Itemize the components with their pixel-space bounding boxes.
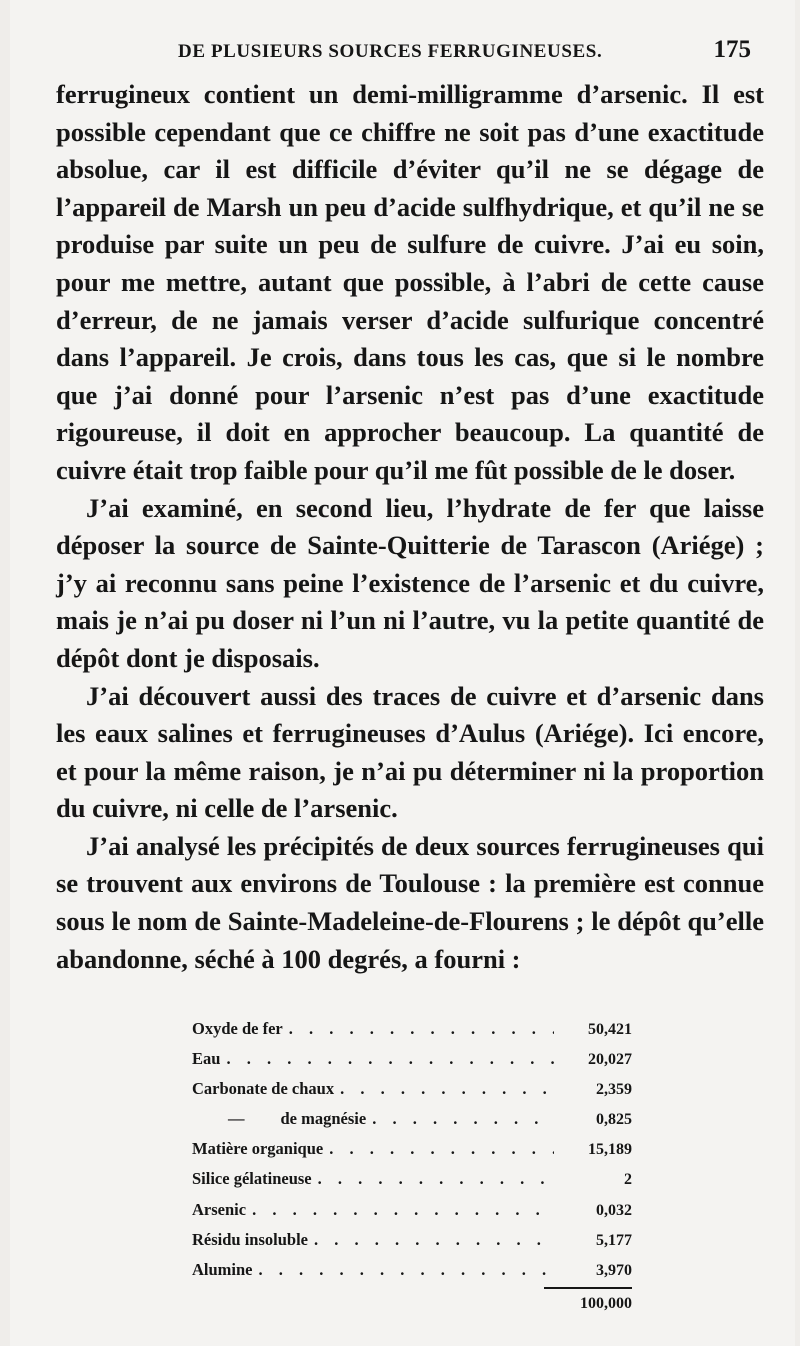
table-row [192, 1164, 632, 1194]
row-value: 2,359 [596, 1081, 632, 1099]
dot-leader [340, 1074, 554, 1104]
total-value: 100,000 [580, 1294, 632, 1312]
table-row [192, 1255, 632, 1285]
row-value: 3,970 [596, 1261, 632, 1279]
row-value: 0,825 [596, 1111, 632, 1129]
dot-leader [252, 1195, 554, 1225]
row-label: Eau [192, 1049, 221, 1069]
row-value: 15,189 [588, 1141, 632, 1159]
running-header [178, 36, 751, 64]
row-value: 20,027 [588, 1051, 632, 1069]
dot-leader [314, 1225, 554, 1255]
table-row [192, 1014, 632, 1044]
row-label: — de magnésie [192, 1104, 366, 1134]
paragraph-aulus: J’ai découvert aussi des traces de cuivre et d’arsenic dans les eaux salines et ferrugineuses d’Aulus (Ariége). Ici encore, et pour la même raison, je n’ai pu déterminer ni la proportion du cuivre, ni celle de l’arsenic. [56, 680, 764, 824]
table-row [192, 1225, 632, 1255]
analysis-table [192, 1014, 632, 1319]
row-label: Silice gélatineuse [192, 1169, 312, 1189]
dot-leader [226, 1044, 554, 1074]
dot-leader [329, 1134, 554, 1164]
row-value: 0,032 [596, 1201, 632, 1219]
dot-leader [372, 1104, 554, 1134]
row-label: Résidu insoluble [192, 1229, 308, 1249]
row-label: Carbonate de chaux [192, 1079, 335, 1099]
dot-leader [289, 1014, 554, 1044]
row-label: Oxyde de fer [192, 1019, 283, 1038]
table-row [192, 1044, 632, 1074]
row-value: 50,421 [588, 1021, 632, 1038]
dot-leader [318, 1164, 554, 1194]
table-row [192, 1134, 632, 1164]
total-row [192, 1289, 632, 1319]
paragraph-continued: ferrugineux contient un demi-milligramme d’arsenic. Il est possible cependant que ce chiffre ne soit pas d’une exactitude absolue, car il est difficile d’éviter qu’il ne se dégage de l’appareil de Marsh un peu d’acide sulfhydrique, et qu’il ne se produise par suite un peu de sulfure de cuivre. J’ai eu soin, pour me mettre, autant que possible, à l’abri de cette cause d’erreur, de ne jamais verser d’acide sulfurique concentré dans l’appareil. Je crois, dans tous les cas, que si le nombre que j’ai donné pour l’arsenic n’est pas d’une exactitude rigoureuse, il doit en approcher beaucoup. La quantité de cuivre était trop faible pour qu’il me fût possible de le doser. [56, 79, 764, 485]
row-label: Alumine [192, 1259, 253, 1279]
table-row [192, 1074, 632, 1104]
row-value: 2 [624, 1171, 632, 1189]
row-value: 5,177 [596, 1231, 632, 1249]
running-title: DE PLUSIEURS SOURCES FERRUGINEUSES. [178, 41, 603, 62]
table-row [192, 1195, 632, 1225]
dot-leader [259, 1255, 554, 1285]
paragraph-tarascon: J’ai examiné, en second lieu, l’hydrate de fer que laisse déposer la source de Sainte-Quitterie de Tarascon (Ariége) ; j’y ai reconnu sans peine l’existence de l’arsenic et du cuivre, mais je n’ai pu doser ni l’un ni l’autre, vu la petite quantité de dépôt dont je disposais. [56, 492, 764, 673]
body-text [56, 76, 764, 978]
row-label: Matière organique [192, 1139, 324, 1159]
table-row [192, 1104, 632, 1134]
page-number: 175 [713, 36, 751, 63]
paragraph-toulouse: J’ai analysé les précipités de deux sources ferrugineuses qui se trouvent aux environs de Toulouse : la première est connue sous le nom de Sainte-Madeleine-de-Flourens ; le dépôt qu’elle abandonne, séché à 100 degrés, a fourni : [56, 830, 764, 974]
book-page [10, 0, 795, 1346]
row-label: Arsenic [192, 1199, 247, 1219]
